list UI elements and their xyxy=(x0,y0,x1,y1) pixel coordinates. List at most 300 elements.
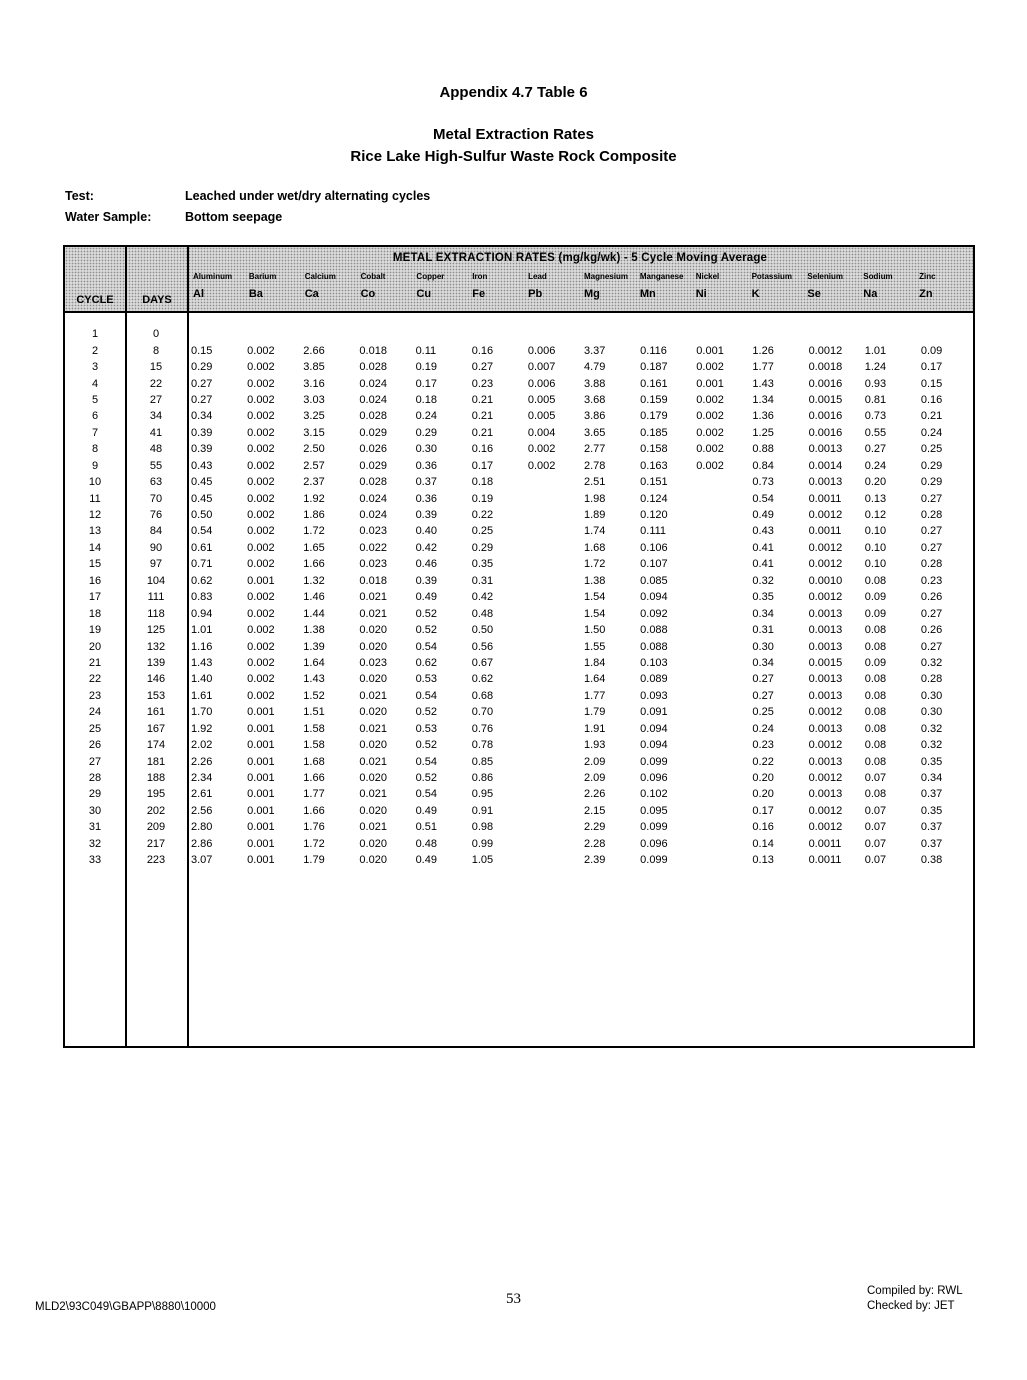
value-cell: 0.18 xyxy=(471,476,494,489)
value-cell: 0.021 xyxy=(359,821,387,834)
table-header-band xyxy=(65,247,973,313)
value-cell: 0.028 xyxy=(359,476,387,489)
value-cell: 0.096 xyxy=(640,772,668,785)
value-cell: 1.72 xyxy=(303,837,325,850)
days-cell: 97 xyxy=(149,558,163,571)
value-cell: 0.002 xyxy=(527,459,556,472)
value-cell: 1.43 xyxy=(752,377,774,390)
value-cell: 0.43 xyxy=(752,525,774,538)
value-cell: 0.002 xyxy=(247,607,275,620)
column-header-symbol: Se xyxy=(807,288,821,300)
value-cell: 0.023 xyxy=(359,558,387,571)
data-table xyxy=(63,245,975,1048)
value-cell: 0.54 xyxy=(415,640,437,653)
value-cell: 0.83 xyxy=(191,591,213,604)
value-cell: 0.020 xyxy=(359,837,387,850)
cycle-cell: 33 xyxy=(88,854,102,867)
value-cell: 1.79 xyxy=(583,706,606,719)
value-cell: 0.028 xyxy=(359,410,387,423)
value-cell: 0.020 xyxy=(359,673,387,686)
value-cell: 0.020 xyxy=(359,772,387,785)
value-cell: 0.151 xyxy=(640,476,668,489)
value-cell: 2.77 xyxy=(583,443,606,456)
value-cell: 0.0011 xyxy=(808,837,842,850)
value-cell: 0.0013 xyxy=(808,476,843,489)
cycle-cell: 19 xyxy=(88,624,102,637)
value-cell: 1.38 xyxy=(583,574,606,587)
value-cell: 0.38 xyxy=(920,854,943,867)
value-cell: 0.98 xyxy=(471,821,494,834)
days-column-header: DAYS xyxy=(142,294,172,306)
table-band-title: METAL EXTRACTION RATES (mg/kg/wk) - 5 Cycle Moving Average xyxy=(392,252,768,264)
column-header-name: Cobalt xyxy=(360,272,386,281)
value-cell: 0.23 xyxy=(752,739,774,752)
value-cell: 1.24 xyxy=(864,361,887,374)
value-cell: 0.001 xyxy=(247,574,275,587)
value-cell: 0.095 xyxy=(640,804,668,817)
value-cell: 0.41 xyxy=(752,541,774,554)
value-cell: 1.51 xyxy=(303,706,325,719)
value-cell: 0.76 xyxy=(471,722,494,735)
value-cell: 0.002 xyxy=(247,558,275,571)
value-cell: 0.024 xyxy=(359,492,387,505)
cycle-cell: 10 xyxy=(88,476,102,489)
days-cell: 181 xyxy=(146,755,166,768)
test-row xyxy=(65,189,430,210)
value-cell: 0.089 xyxy=(640,673,668,686)
value-cell: 0.002 xyxy=(247,492,275,505)
value-cell: 0.24 xyxy=(415,410,437,423)
value-cell: 0.0011 xyxy=(808,525,842,538)
value-cell: 1.38 xyxy=(303,624,325,637)
value-cell: 4.79 xyxy=(583,361,606,374)
days-cell: 167 xyxy=(146,722,166,735)
value-cell: 0.11 xyxy=(415,344,437,357)
table-row xyxy=(65,359,973,375)
value-cell: 0.002 xyxy=(247,689,275,702)
value-cell: 2.78 xyxy=(583,459,606,472)
value-cell: 2.86 xyxy=(191,837,213,850)
column-divider xyxy=(125,247,127,1046)
value-cell: 0.0010 xyxy=(808,574,843,587)
value-cell: 0.16 xyxy=(471,344,494,357)
value-cell: 0.09 xyxy=(864,591,887,604)
value-cell: 0.002 xyxy=(247,624,275,637)
value-cell: 0.001 xyxy=(247,804,275,817)
cycle-cell: 15 xyxy=(88,558,102,571)
value-cell: 0.0012 xyxy=(808,804,843,817)
value-cell: 1.89 xyxy=(583,509,606,522)
value-cell: 0.111 xyxy=(640,525,667,538)
value-cell: 0.25 xyxy=(752,706,774,719)
value-cell: 0.34 xyxy=(191,410,213,423)
column-header-symbol: Mg xyxy=(584,288,600,300)
value-cell: 0.48 xyxy=(471,607,494,620)
value-cell: 0.29 xyxy=(191,361,213,374)
cycle-cell: 16 xyxy=(88,574,102,587)
value-cell: 3.15 xyxy=(303,426,325,439)
value-cell: 0.094 xyxy=(640,591,668,604)
days-cell: 209 xyxy=(146,821,166,834)
value-cell: 0.12 xyxy=(864,509,887,522)
value-cell: 0.001 xyxy=(247,755,275,768)
value-cell: 1.65 xyxy=(303,541,325,554)
value-cell: 2.57 xyxy=(303,459,325,472)
value-cell: 0.08 xyxy=(864,574,887,587)
value-cell: 0.21 xyxy=(471,393,494,406)
value-cell: 0.26 xyxy=(920,591,943,604)
value-cell: 0.27 xyxy=(920,541,943,554)
value-cell: 0.20 xyxy=(752,772,774,785)
days-cell: 132 xyxy=(146,640,166,653)
cycle-cell: 23 xyxy=(88,689,102,702)
value-cell: 0.001 xyxy=(247,854,275,867)
value-cell: 0.20 xyxy=(752,788,774,801)
value-cell: 0.24 xyxy=(864,459,887,472)
value-cell: 0.27 xyxy=(752,673,774,686)
value-cell: 0.29 xyxy=(415,426,437,439)
value-cell: 0.021 xyxy=(359,591,387,604)
value-cell: 1.74 xyxy=(583,525,606,538)
value-cell: 0.49 xyxy=(752,509,774,522)
days-cell: 8 xyxy=(152,344,160,357)
value-cell: 0.002 xyxy=(527,443,556,456)
table-row xyxy=(65,507,973,523)
value-cell: 0.93 xyxy=(864,377,887,390)
table-row xyxy=(65,474,973,490)
table-row xyxy=(65,819,973,835)
value-cell: 0.54 xyxy=(752,492,774,505)
value-cell: 0.10 xyxy=(864,541,887,554)
value-cell: 1.34 xyxy=(752,393,774,406)
value-cell: 0.22 xyxy=(752,755,774,768)
value-cell: 0.024 xyxy=(359,377,387,390)
value-cell: 0.0015 xyxy=(808,656,843,669)
value-cell: 0.25 xyxy=(920,443,943,456)
column-header-name: Zinc xyxy=(919,272,936,281)
column-divider xyxy=(187,247,189,1046)
value-cell: 0.094 xyxy=(640,739,668,752)
column-header-symbol: Cu xyxy=(416,288,432,300)
value-cell: 0.84 xyxy=(752,459,774,472)
value-cell: 1.91 xyxy=(583,722,606,735)
value-cell: 0.43 xyxy=(191,459,213,472)
value-cell: 0.0016 xyxy=(808,426,843,439)
value-cell: 0.17 xyxy=(471,459,494,472)
value-cell: 0.91 xyxy=(471,804,494,817)
value-cell: 0.88 xyxy=(752,443,774,456)
value-cell: 0.23 xyxy=(920,574,943,587)
days-cell: 70 xyxy=(149,492,163,505)
value-cell: 0.32 xyxy=(920,739,943,752)
value-cell: 0.37 xyxy=(920,788,943,801)
value-cell: 0.0013 xyxy=(808,673,843,686)
table-row xyxy=(65,573,973,589)
cycle-cell: 28 xyxy=(88,772,102,785)
value-cell: 0.002 xyxy=(696,393,724,406)
cycle-cell: 2 xyxy=(91,344,99,357)
cycle-cell: 22 xyxy=(88,673,102,686)
value-cell: 0.32 xyxy=(920,656,943,669)
days-cell: 84 xyxy=(149,525,163,538)
value-cell: 0.29 xyxy=(920,476,943,489)
value-cell: 0.73 xyxy=(864,410,887,423)
days-cell: 161 xyxy=(146,706,166,719)
value-cell: 0.116 xyxy=(640,344,667,357)
value-cell: 1.58 xyxy=(303,739,325,752)
value-cell: 0.99 xyxy=(471,837,494,850)
days-cell: 111 xyxy=(147,591,165,604)
value-cell: 0.002 xyxy=(247,426,275,439)
value-cell: 3.37 xyxy=(583,344,606,357)
test-value: Leached under wet/dry alternating cycles xyxy=(185,189,431,203)
column-header-symbol: Ni xyxy=(695,288,707,300)
value-cell: 0.27 xyxy=(191,377,213,390)
value-cell: 3.03 xyxy=(303,393,325,406)
value-cell: 0.08 xyxy=(864,624,887,637)
value-cell: 0.81 xyxy=(864,393,887,406)
value-cell: 0.161 xyxy=(640,377,668,390)
value-cell: 0.29 xyxy=(471,541,494,554)
cycle-cell: 12 xyxy=(88,509,102,522)
value-cell: 0.39 xyxy=(415,509,437,522)
cycle-cell: 31 xyxy=(88,821,102,834)
cycle-cell: 11 xyxy=(89,492,101,505)
value-cell: 0.026 xyxy=(359,443,387,456)
value-cell: 1.52 xyxy=(303,689,325,702)
value-cell: 0.52 xyxy=(415,772,437,785)
value-cell: 1.61 xyxy=(191,689,213,702)
column-header-symbol: Al xyxy=(193,288,204,300)
value-cell: 0.42 xyxy=(415,541,437,554)
value-cell: 0.004 xyxy=(527,426,556,439)
column-header-name: Magnesium xyxy=(584,272,629,281)
cycle-cell: 21 xyxy=(88,656,102,669)
value-cell: 0.0012 xyxy=(808,706,843,719)
value-cell: 0.096 xyxy=(640,837,668,850)
value-cell: 0.62 xyxy=(471,673,494,686)
value-cell: 0.002 xyxy=(247,361,275,374)
value-cell: 0.52 xyxy=(415,607,437,620)
value-cell: 0.34 xyxy=(920,772,943,785)
value-cell: 0.27 xyxy=(920,607,943,620)
value-cell: 0.0013 xyxy=(808,607,843,620)
value-cell: 1.54 xyxy=(583,607,606,620)
value-cell: 0.45 xyxy=(191,492,213,505)
column-header-symbol: Pb xyxy=(528,288,543,300)
value-cell: 2.34 xyxy=(191,772,213,785)
column-header-symbol: K xyxy=(751,288,760,300)
value-cell: 2.66 xyxy=(303,344,325,357)
value-cell: 0.52 xyxy=(415,706,437,719)
value-cell: 0.106 xyxy=(640,541,668,554)
value-cell: 0.001 xyxy=(247,772,275,785)
value-cell: 0.021 xyxy=(359,607,387,620)
water-sample-row xyxy=(65,210,430,231)
cycle-cell: 7 xyxy=(91,426,99,439)
cycle-cell: 6 xyxy=(91,410,99,423)
value-cell: 1.44 xyxy=(303,607,325,620)
value-cell: 1.66 xyxy=(303,558,325,571)
value-cell: 0.107 xyxy=(640,558,668,571)
checked-by: Checked by: JET xyxy=(867,1300,955,1312)
value-cell: 0.001 xyxy=(247,821,275,834)
cycle-cell: 24 xyxy=(88,706,102,719)
value-cell: 0.029 xyxy=(359,459,387,472)
value-cell: 1.79 xyxy=(303,854,325,867)
compiled-by: Compiled by: RWL xyxy=(867,1285,963,1297)
value-cell: 3.16 xyxy=(303,377,325,390)
value-cell: 0.68 xyxy=(471,689,494,702)
value-cell: 0.14 xyxy=(752,837,774,850)
days-cell: 48 xyxy=(149,443,163,456)
value-cell: 0.0013 xyxy=(808,722,843,735)
value-cell: 0.78 xyxy=(471,739,494,752)
value-cell: 0.25 xyxy=(471,525,494,538)
value-cell: 0.002 xyxy=(247,377,275,390)
column-header-name: Nickel xyxy=(695,272,720,281)
cycle-cell: 29 xyxy=(88,788,102,801)
value-cell: 0.53 xyxy=(415,673,437,686)
value-cell: 0.95 xyxy=(471,788,494,801)
value-cell: 0.0012 xyxy=(808,739,843,752)
cycle-cell: 4 xyxy=(91,377,99,390)
column-header-name: Calcium xyxy=(304,272,336,281)
value-cell: 0.85 xyxy=(471,755,494,768)
value-cell: 0.002 xyxy=(696,410,724,423)
value-cell: 2.39 xyxy=(583,854,606,867)
value-cell: 0.0015 xyxy=(808,393,843,406)
value-cell: 0.39 xyxy=(191,426,213,439)
value-cell: 0.001 xyxy=(247,706,275,719)
days-cell: 34 xyxy=(149,410,163,423)
value-cell: 0.002 xyxy=(247,591,275,604)
value-cell: 0.002 xyxy=(247,673,275,686)
value-cell: 1.43 xyxy=(303,673,325,686)
value-cell: 0.19 xyxy=(415,361,437,374)
table-row xyxy=(65,852,973,868)
value-cell: 0.30 xyxy=(920,689,943,702)
value-cell: 0.27 xyxy=(920,525,943,538)
value-cell: 0.08 xyxy=(864,788,887,801)
value-cell: 0.020 xyxy=(359,624,387,637)
value-cell: 0.27 xyxy=(191,393,213,406)
column-header-name: Aluminum xyxy=(193,272,233,281)
value-cell: 0.31 xyxy=(752,624,774,637)
value-cell: 0.102 xyxy=(640,788,668,801)
value-cell: 0.001 xyxy=(696,377,724,390)
value-cell: 0.10 xyxy=(864,558,887,571)
value-cell: 0.36 xyxy=(415,459,437,472)
value-cell: 0.0013 xyxy=(808,640,843,653)
column-header-name: Selenium xyxy=(807,272,843,281)
value-cell: 0.0011 xyxy=(808,492,842,505)
value-cell: 1.32 xyxy=(303,574,325,587)
value-cell: 2.02 xyxy=(191,739,213,752)
value-cell: 2.26 xyxy=(583,788,606,801)
table-row xyxy=(65,638,973,654)
value-cell: 1.54 xyxy=(583,591,606,604)
value-cell: 1.92 xyxy=(191,722,213,735)
value-cell: 0.49 xyxy=(415,854,437,867)
value-cell: 0.40 xyxy=(415,525,437,538)
days-cell: 174 xyxy=(146,739,166,752)
table-subheading: Rice Lake High-Sulfur Waste Rock Composite xyxy=(350,148,677,165)
table-row xyxy=(65,770,973,786)
column-header-symbol: Ca xyxy=(304,288,319,300)
value-cell: 1.77 xyxy=(752,361,774,374)
value-cell: 3.07 xyxy=(191,854,213,867)
cycle-cell: 25 xyxy=(88,722,102,735)
value-cell: 0.028 xyxy=(359,361,387,374)
value-cell: 0.124 xyxy=(640,492,668,505)
column-header-name: Barium xyxy=(248,272,277,281)
value-cell: 0.002 xyxy=(247,541,275,554)
value-cell: 0.37 xyxy=(920,821,943,834)
cycle-cell: 8 xyxy=(91,443,99,456)
value-cell: 0.30 xyxy=(415,443,437,456)
value-cell: 0.30 xyxy=(752,640,774,653)
value-cell: 0.0013 xyxy=(808,755,843,768)
column-header-name: Iron xyxy=(472,272,488,281)
metal-name-headers xyxy=(189,272,971,281)
value-cell: 0.31 xyxy=(471,574,494,587)
value-cell: 1.25 xyxy=(752,426,774,439)
value-cell: 1.77 xyxy=(583,689,606,702)
table-row xyxy=(65,408,973,424)
value-cell: 0.22 xyxy=(471,509,494,522)
value-cell: 0.34 xyxy=(752,607,774,620)
value-cell: 0.0012 xyxy=(808,772,843,785)
value-cell: 2.09 xyxy=(583,772,606,785)
value-cell: 1.66 xyxy=(303,772,325,785)
value-cell: 1.40 xyxy=(191,673,213,686)
value-cell: 0.099 xyxy=(640,755,668,768)
value-cell: 0.10 xyxy=(864,525,887,538)
value-cell: 0.62 xyxy=(191,574,213,587)
value-cell: 0.73 xyxy=(752,476,774,489)
value-cell: 0.006 xyxy=(527,344,556,357)
value-cell: 1.86 xyxy=(303,509,325,522)
value-cell: 1.39 xyxy=(303,640,325,653)
value-cell: 0.37 xyxy=(415,476,437,489)
value-cell: 0.018 xyxy=(359,344,387,357)
table-row xyxy=(65,342,973,358)
days-cell: 125 xyxy=(146,624,166,637)
value-cell: 0.001 xyxy=(247,788,275,801)
value-cell: 1.55 xyxy=(583,640,606,653)
value-cell: 1.64 xyxy=(303,656,325,669)
value-cell: 0.27 xyxy=(752,689,774,702)
value-cell: 0.0013 xyxy=(808,689,843,702)
value-cell: 0.093 xyxy=(640,689,668,702)
column-header-symbol: Fe xyxy=(472,288,486,300)
table-row xyxy=(65,737,973,753)
value-cell: 0.002 xyxy=(247,509,275,522)
value-cell: 0.091 xyxy=(640,706,668,719)
column-header-symbol: Na xyxy=(863,288,878,300)
value-cell: 0.002 xyxy=(247,344,275,357)
value-cell: 0.002 xyxy=(247,640,275,653)
value-cell: 0.71 xyxy=(191,558,213,571)
value-cell: 0.28 xyxy=(920,558,943,571)
table-row xyxy=(65,326,973,342)
value-cell: 0.163 xyxy=(640,459,668,472)
value-cell: 1.66 xyxy=(303,804,325,817)
value-cell: 0.002 xyxy=(247,656,275,669)
value-cell: 1.92 xyxy=(303,492,325,505)
value-cell: 0.024 xyxy=(359,509,387,522)
